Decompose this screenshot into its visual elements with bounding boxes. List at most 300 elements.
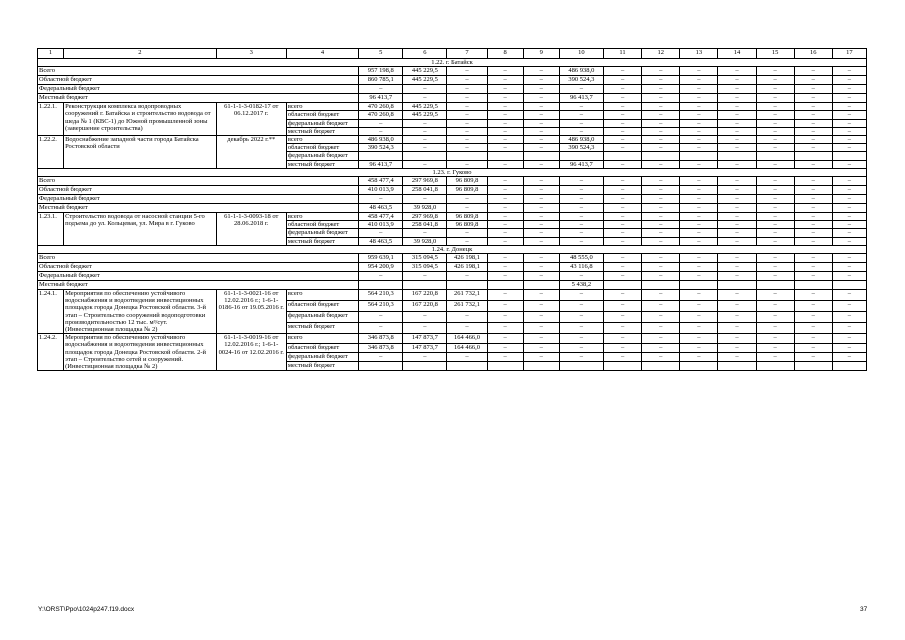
value-cell — [642, 362, 680, 371]
value-cell: – — [756, 136, 794, 144]
column-header: 6 — [403, 49, 447, 59]
value-cell: – — [487, 343, 523, 352]
item-document: декабрь 2022 г.** — [216, 136, 286, 169]
value-cell: – — [359, 229, 403, 237]
value-cell: – — [487, 221, 523, 229]
value-cell: – — [794, 160, 832, 168]
summary-value-cell: – — [756, 76, 794, 85]
summary-value-cell: – — [832, 186, 866, 195]
summary-value-cell: 5 438,2 — [559, 281, 603, 290]
summary-value-cell: – — [642, 85, 680, 94]
value-cell: – — [487, 119, 523, 127]
value-cell: – — [487, 229, 523, 237]
value-cell: – — [718, 103, 756, 111]
value-cell — [559, 362, 603, 371]
summary-value-cell: – — [559, 204, 603, 213]
value-cell: – — [559, 352, 603, 361]
value-cell: – — [604, 229, 642, 237]
funding-source: всего — [286, 103, 358, 111]
summary-value-cell: 486 938,0 — [559, 67, 603, 76]
item-row — [38, 136, 867, 144]
value-cell — [794, 362, 832, 371]
value-cell: – — [604, 334, 642, 343]
summary-value-cell: 297 969,8 — [403, 177, 447, 186]
item-name: Водоснабжение западной части города Батайска Ростовской области — [64, 136, 217, 169]
value-cell: 261 732,1 — [447, 290, 487, 301]
value-cell: 164 466,0 — [447, 343, 487, 352]
value-cell: – — [642, 103, 680, 111]
funding-source: местный бюджет — [286, 362, 358, 371]
summary-value-cell: – — [718, 186, 756, 195]
value-cell: – — [756, 127, 794, 135]
summary-value-cell: – — [832, 67, 866, 76]
value-cell: 297 969,8 — [403, 213, 447, 221]
item-name: Мероприятия по обеспечению устойчивого водоснабжения и водоотведения инвестиционных площадок города Донецка Ростовской области. 2-й этап – Строительство сетей и сооружений. (Инвестиционная площадка № 2) — [64, 334, 217, 371]
value-cell: – — [680, 312, 718, 323]
value-cell: – — [832, 127, 866, 135]
summary-value-cell: – — [718, 195, 756, 204]
value-cell: – — [718, 312, 756, 323]
summary-value-cell: – — [718, 204, 756, 213]
summary-value-cell: – — [604, 186, 642, 195]
value-cell: – — [794, 352, 832, 361]
section-title-row — [38, 168, 867, 176]
value-cell: – — [523, 290, 559, 301]
summary-value-cell: – — [604, 263, 642, 272]
value-cell: 410 013,9 — [359, 221, 403, 229]
summary-value-cell: 48 555,0 — [559, 254, 603, 263]
value-cell: – — [794, 229, 832, 237]
value-cell: – — [604, 323, 642, 334]
value-cell: 486 938,0 — [359, 136, 403, 144]
summary-value-cell: 96 413,7 — [559, 94, 603, 103]
item-name: Реконструкция комплекса водопроводных сооружений г. Батайска и строительство водовода от шеда № 1 (КВС-1) до Южной промышленной зоны (завершение строительства) — [64, 103, 217, 136]
funding-source: областной бюджет — [286, 301, 358, 312]
summary-value-cell: 96 809,8 — [447, 186, 487, 195]
value-cell: – — [680, 111, 718, 119]
summary-value-cell: – — [680, 254, 718, 263]
value-cell: – — [718, 323, 756, 334]
value-cell: – — [680, 221, 718, 229]
summary-value-cell: – — [680, 94, 718, 103]
summary-value-cell: – — [523, 177, 559, 186]
section-title: 1.23. г. Гуково — [38, 168, 867, 176]
summary-value-cell: – — [447, 272, 487, 281]
value-cell: – — [523, 160, 559, 168]
summary-value-cell: – — [487, 94, 523, 103]
value-cell: – — [403, 127, 447, 135]
value-cell: 39 928,0 — [403, 237, 447, 245]
value-cell: – — [642, 127, 680, 135]
summary-value-cell: 96 413,7 — [359, 94, 403, 103]
summary-value-cell: – — [559, 272, 603, 281]
value-cell: – — [403, 229, 447, 237]
summary-row — [38, 76, 867, 85]
value-cell: – — [642, 136, 680, 144]
value-cell: – — [718, 221, 756, 229]
section-title: 1.24. г. Донецк — [38, 245, 867, 253]
value-cell: – — [487, 103, 523, 111]
value-cell: – — [447, 323, 487, 334]
summary-label: Всего — [38, 67, 359, 76]
value-cell: – — [559, 221, 603, 229]
value-cell: – — [447, 119, 487, 127]
value-cell: – — [604, 312, 642, 323]
summary-value-cell: – — [604, 177, 642, 186]
value-cell: – — [559, 119, 603, 127]
value-cell: – — [794, 103, 832, 111]
value-cell: – — [832, 213, 866, 221]
funding-source: всего — [286, 334, 358, 343]
summary-value-cell: – — [487, 254, 523, 263]
value-cell: – — [718, 229, 756, 237]
value-cell: 564 210,3 — [359, 290, 403, 301]
value-cell: – — [756, 229, 794, 237]
summary-label: Федеральный бюджет — [38, 85, 359, 94]
summary-value-cell: – — [487, 85, 523, 94]
summary-value-cell: – — [523, 195, 559, 204]
item-document: 61-1-1-3-0021-16 от 12.02.2016 г.; 1-6-1-0186-16 от 19.05.2016 г. — [216, 290, 286, 334]
funding-source: областной бюджет — [286, 144, 358, 152]
value-cell: – — [680, 334, 718, 343]
summary-row — [38, 94, 867, 103]
summary-value-cell: – — [447, 94, 487, 103]
summary-label: Местный бюджет — [38, 204, 359, 213]
value-cell: – — [403, 144, 447, 152]
summary-value-cell: – — [832, 263, 866, 272]
summary-label: Областной бюджет — [38, 263, 359, 272]
value-cell — [403, 362, 447, 371]
summary-row — [38, 281, 867, 290]
column-header: 12 — [642, 49, 680, 59]
value-cell: – — [680, 323, 718, 334]
value-cell: 390 524,3 — [359, 144, 403, 152]
summary-value-cell: – — [604, 195, 642, 204]
value-cell: – — [756, 334, 794, 343]
value-cell: – — [680, 160, 718, 168]
value-cell: – — [642, 229, 680, 237]
value-cell — [794, 152, 832, 160]
value-cell: 445 229,5 — [403, 103, 447, 111]
summary-value-cell: 39 928,0 — [403, 204, 447, 213]
value-cell: – — [559, 229, 603, 237]
summary-value-cell: 458 477,4 — [359, 177, 403, 186]
value-cell: – — [447, 111, 487, 119]
value-cell — [832, 152, 866, 160]
summary-value-cell: – — [756, 263, 794, 272]
summary-label: Всего — [38, 254, 359, 263]
summary-value-cell: – — [487, 195, 523, 204]
column-header: 3 — [216, 49, 286, 59]
summary-value-cell: – — [642, 272, 680, 281]
value-cell: – — [832, 343, 866, 352]
summary-value-cell: – — [642, 94, 680, 103]
column-header: 16 — [794, 49, 832, 59]
column-header: 2 — [64, 49, 217, 59]
value-cell: – — [756, 111, 794, 119]
funding-source: местный бюджет — [286, 237, 358, 245]
value-cell: 445 229,5 — [403, 111, 447, 119]
summary-value-cell: – — [359, 195, 403, 204]
summary-value-cell: – — [794, 76, 832, 85]
summary-label: Местный бюджет — [38, 94, 359, 103]
funding-source: местный бюджет — [286, 127, 358, 135]
value-cell: – — [604, 301, 642, 312]
value-cell: – — [523, 111, 559, 119]
value-cell: 470 260,8 — [359, 111, 403, 119]
column-header: 11 — [604, 49, 642, 59]
summary-value-cell: – — [604, 76, 642, 85]
value-cell — [523, 152, 559, 160]
item-number: 1.22.1. — [38, 103, 64, 136]
value-cell — [359, 362, 403, 371]
value-cell: – — [794, 221, 832, 229]
summary-value-cell: – — [642, 76, 680, 85]
value-cell: – — [794, 111, 832, 119]
summary-value-cell: – — [604, 204, 642, 213]
value-cell: – — [523, 352, 559, 361]
value-cell: – — [680, 237, 718, 245]
value-cell: – — [756, 144, 794, 152]
value-cell: – — [832, 312, 866, 323]
value-cell: – — [523, 237, 559, 245]
value-cell: – — [794, 213, 832, 221]
value-cell: – — [487, 111, 523, 119]
value-cell: – — [604, 111, 642, 119]
value-cell: – — [794, 136, 832, 144]
value-cell: – — [718, 334, 756, 343]
summary-value-cell: – — [604, 85, 642, 94]
summary-value-cell — [447, 281, 487, 290]
summary-value-cell: – — [756, 186, 794, 195]
section-title: 1.22. г. Батайск — [38, 59, 867, 67]
value-cell: – — [718, 127, 756, 135]
value-cell: – — [832, 301, 866, 312]
value-cell: – — [487, 323, 523, 334]
value-cell: – — [642, 343, 680, 352]
value-cell: – — [604, 127, 642, 135]
summary-value-cell: 426 198,1 — [447, 263, 487, 272]
value-cell: – — [718, 111, 756, 119]
summary-value-cell — [642, 281, 680, 290]
value-cell: – — [604, 213, 642, 221]
value-cell: – — [447, 136, 487, 144]
summary-value-cell: – — [642, 186, 680, 195]
value-cell: – — [756, 103, 794, 111]
summary-value-cell: – — [403, 195, 447, 204]
summary-value-cell: – — [523, 85, 559, 94]
value-cell: – — [487, 160, 523, 168]
summary-value-cell: – — [756, 272, 794, 281]
summary-value-cell: – — [523, 254, 559, 263]
summary-value-cell: – — [718, 177, 756, 186]
value-cell — [756, 152, 794, 160]
summary-value-cell: – — [523, 67, 559, 76]
summary-value-cell: – — [487, 263, 523, 272]
value-cell: 147 873,7 — [403, 343, 447, 352]
value-cell: – — [832, 229, 866, 237]
value-cell: – — [604, 136, 642, 144]
summary-value-cell: – — [756, 204, 794, 213]
funding-source: федеральный бюджет — [286, 352, 358, 361]
summary-value-cell — [680, 281, 718, 290]
summary-value-cell: – — [756, 254, 794, 263]
funding-source: всего — [286, 290, 358, 301]
summary-value-cell: – — [523, 94, 559, 103]
value-cell: 96 809,8 — [447, 213, 487, 221]
value-cell: – — [523, 334, 559, 343]
value-cell: – — [403, 352, 447, 361]
summary-value-cell: 957 198,8 — [359, 67, 403, 76]
summary-value-cell: – — [832, 272, 866, 281]
value-cell: – — [642, 334, 680, 343]
value-cell: 147 873,7 — [403, 334, 447, 343]
value-cell — [359, 152, 403, 160]
value-cell: – — [680, 127, 718, 135]
summary-value-cell: 959 639,1 — [359, 254, 403, 263]
document-page — [37, 48, 867, 371]
value-cell: – — [680, 103, 718, 111]
summary-value-cell: – — [794, 186, 832, 195]
summary-value-cell: – — [832, 85, 866, 94]
value-cell: – — [642, 290, 680, 301]
value-cell: – — [718, 160, 756, 168]
value-cell: 346 873,8 — [359, 334, 403, 343]
summary-value-cell: – — [680, 272, 718, 281]
summary-value-cell: – — [680, 186, 718, 195]
summary-value-cell: – — [794, 67, 832, 76]
summary-value-cell — [604, 281, 642, 290]
value-cell: – — [832, 323, 866, 334]
funding-source: всего — [286, 136, 358, 144]
value-cell: – — [756, 290, 794, 301]
value-cell: – — [559, 334, 603, 343]
value-cell: 96 809,8 — [447, 221, 487, 229]
summary-value-cell: – — [680, 76, 718, 85]
value-cell: – — [447, 237, 487, 245]
value-cell: – — [756, 352, 794, 361]
item-number: 1.24.1. — [38, 290, 64, 334]
summary-value-cell: – — [403, 85, 447, 94]
value-cell: – — [680, 290, 718, 301]
summary-value-cell: – — [487, 76, 523, 85]
funding-source: местный бюджет — [286, 323, 358, 334]
summary-label: Всего — [38, 177, 359, 186]
value-cell: – — [447, 229, 487, 237]
summary-value-cell: – — [756, 85, 794, 94]
summary-value-cell: – — [642, 204, 680, 213]
value-cell: – — [756, 213, 794, 221]
value-cell: – — [718, 119, 756, 127]
value-cell: 96 413,7 — [359, 160, 403, 168]
value-cell: – — [680, 136, 718, 144]
summary-value-cell: – — [718, 272, 756, 281]
summary-value-cell: – — [756, 94, 794, 103]
value-cell: – — [832, 136, 866, 144]
item-document: 61-1-1-3-0019-16 от 12.02.2016 г.; 1-6-1-0024-16 от 12.02.2016 г. — [216, 334, 286, 371]
item-document: 61-1-1-3-0182-17 от 06.12.2017 г. — [216, 103, 286, 136]
file-path-footer: Y:\ORST\Ppo\1024p247.f19.docx — [38, 606, 135, 613]
summary-value-cell: – — [680, 67, 718, 76]
value-cell: – — [559, 301, 603, 312]
column-header: 5 — [359, 49, 403, 59]
value-cell: – — [718, 290, 756, 301]
value-cell: – — [604, 221, 642, 229]
value-cell: – — [642, 301, 680, 312]
summary-label: Областной бюджет — [38, 76, 359, 85]
value-cell: – — [680, 343, 718, 352]
value-cell: – — [642, 221, 680, 229]
value-cell: – — [794, 290, 832, 301]
summary-row — [38, 85, 867, 94]
summary-value-cell: 48 463,5 — [359, 204, 403, 213]
value-cell: – — [680, 229, 718, 237]
value-cell: 261 732,1 — [447, 301, 487, 312]
value-cell: – — [718, 136, 756, 144]
value-cell — [559, 152, 603, 160]
summary-row — [38, 204, 867, 213]
value-cell: – — [523, 323, 559, 334]
value-cell: – — [680, 352, 718, 361]
summary-value-cell: – — [794, 263, 832, 272]
value-cell: – — [359, 352, 403, 361]
summary-value-cell: – — [718, 85, 756, 94]
value-cell: – — [487, 144, 523, 152]
page-number: 37 — [860, 606, 868, 613]
summary-value-cell: 315 094,5 — [403, 263, 447, 272]
value-cell: 390 524,3 — [559, 144, 603, 152]
value-cell — [680, 152, 718, 160]
value-cell: – — [487, 290, 523, 301]
value-cell: – — [447, 103, 487, 111]
summary-value-cell: – — [523, 76, 559, 85]
value-cell: – — [359, 119, 403, 127]
value-cell: – — [604, 343, 642, 352]
value-cell — [756, 362, 794, 371]
summary-value-cell: – — [756, 195, 794, 204]
summary-value-cell: – — [523, 186, 559, 195]
summary-value-cell: – — [403, 272, 447, 281]
value-cell: – — [487, 312, 523, 323]
summary-value-cell: 860 785,1 — [359, 76, 403, 85]
summary-value-cell: – — [832, 177, 866, 186]
value-cell: – — [559, 237, 603, 245]
summary-value-cell: – — [794, 195, 832, 204]
value-cell: – — [523, 301, 559, 312]
value-cell: – — [832, 160, 866, 168]
summary-value-cell: – — [487, 177, 523, 186]
summary-value-cell: – — [718, 263, 756, 272]
value-cell: – — [447, 312, 487, 323]
value-cell: – — [680, 213, 718, 221]
value-cell: – — [680, 119, 718, 127]
value-cell: – — [559, 111, 603, 119]
summary-value-cell — [359, 281, 403, 290]
section-title-row — [38, 59, 867, 67]
value-cell: 346 873,8 — [359, 343, 403, 352]
item-row — [38, 334, 867, 343]
summary-value-cell: – — [794, 85, 832, 94]
value-cell: – — [756, 160, 794, 168]
value-cell: – — [642, 237, 680, 245]
summary-value-cell: – — [642, 195, 680, 204]
value-cell: – — [832, 221, 866, 229]
value-cell: – — [832, 144, 866, 152]
value-cell: – — [604, 160, 642, 168]
item-row — [38, 213, 867, 221]
summary-value-cell: – — [523, 263, 559, 272]
summary-value-cell: – — [832, 254, 866, 263]
